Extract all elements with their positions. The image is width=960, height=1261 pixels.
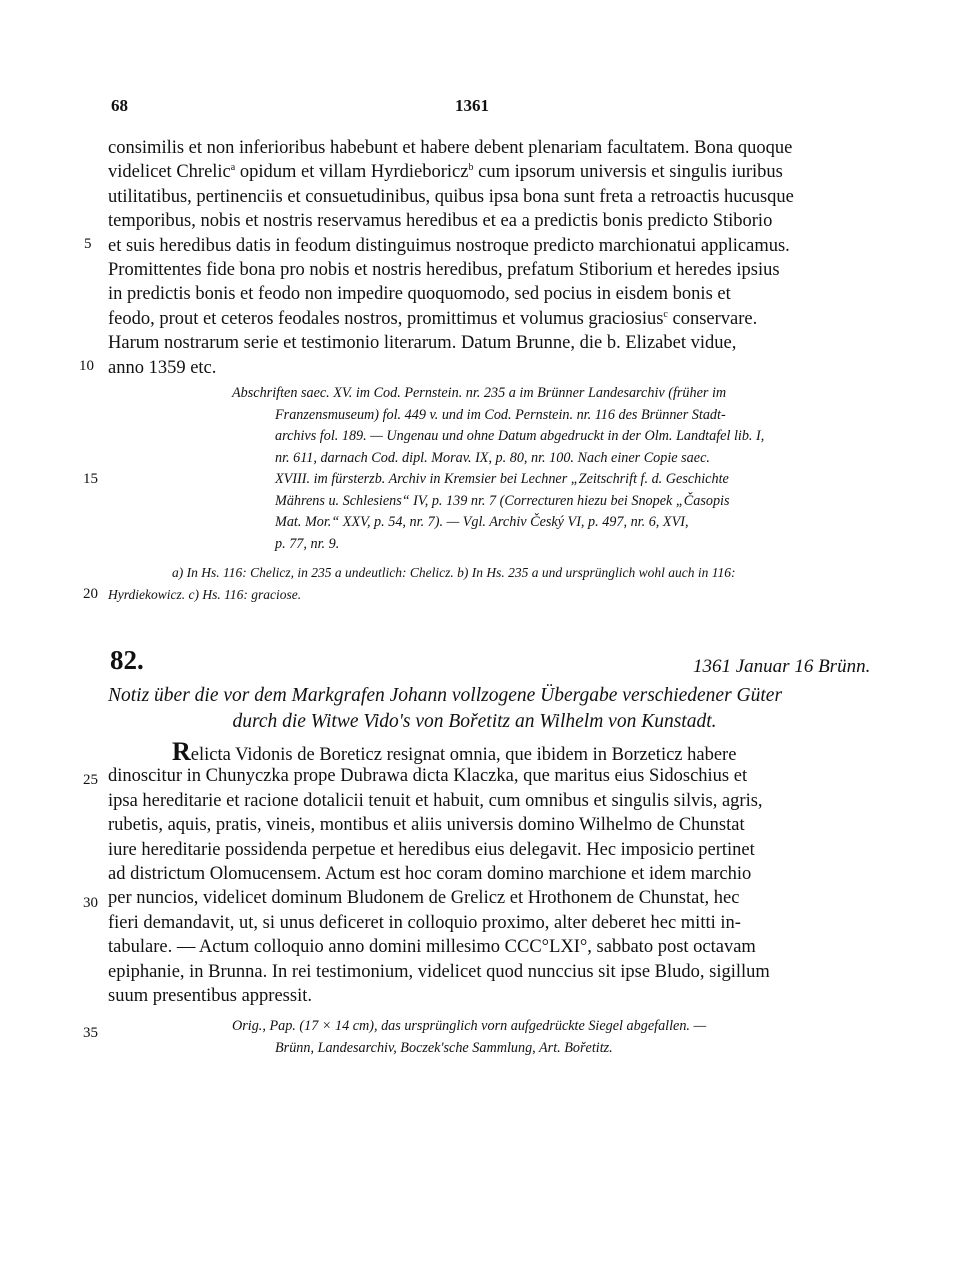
top-text-block (108, 136, 841, 380)
original-note: Orig., Pap. (17 × 14 cm), das ursprünglich vorn aufgedrückte Siegel abgefallen. — Brünn, Landesarchiv, Boczek'sche Sammlung, Art. Bořetitz. (232, 1018, 707, 1056)
line-number-30: 30 (83, 895, 98, 911)
text-line: Relicta Vidonis de Boreticz resignat omnia, que ibidem in Borzeticz habere (172, 737, 737, 766)
text-line: videlicet Chrelic$^a$ opidum et villam Hyrdieboricz$^b$ cum ipsorum universis et singulis iuribus (108, 162, 783, 183)
text-line: utilitatibus, pertinenciis et consuetudinibus, quibus ipsa bona sunt freta a retroactis hucusque (108, 186, 794, 207)
text-line: feodo, prout et ceteros feodales nostros, promittimus et volumus graciosius$^c$ conservare. (108, 308, 758, 329)
text-line: consimilis et non inferioribus habebunt et habere debent plenariam facultatem. Bona quoque (108, 138, 793, 158)
text-line: suum presentibus appressit. (108, 985, 312, 1006)
text-line: et suis heredibus datis in feodum distinguimus nostroque predicto marchionatui applicamus. (108, 235, 790, 256)
line-number-20: 20 (83, 586, 98, 602)
text-line: fieri demandavit, ut, si unus deficeret in colloquio proximo, alter deberet hec mitti in- (108, 912, 741, 933)
document-rubric: Notiz über die vor dem Markgrafen Johann vollzogene Übergabe verschiedener Güter durch die Witwe Vido's von Bořetitz an Wilhelm von Kunstadt. (108, 685, 783, 732)
footnote-line: a) In Hs. 116: Chelicz, in 235 a undeutlich: Chelicz. b) In Hs. 235 a und ursprünglich wohl auch in 116: (172, 565, 736, 580)
line-number-25: 25 (83, 772, 98, 788)
text-line: iure hereditarie possidenda perpetue et heredibus eius delegavit. Hec imposicio pertinet (108, 839, 755, 860)
page-number: 68 (111, 96, 128, 115)
text-line: per nuncios, videlicet dominum Bludonem de Grelicz et Hrothonem de Chunstat, hec (108, 888, 740, 909)
text-line: temporibus, nobis et nostris reservamus heredibus et ea a predictis bonis predicto Stiborio (108, 211, 773, 232)
line-number-5: 5 (84, 236, 92, 252)
text-line: Harum nostrarum serie et testimonio literarum. Datum Brunne, die b. Elizabet vidue, (108, 333, 737, 354)
text-line: anno 1359 etc. (108, 357, 217, 378)
text-line: rubetis, aquis, pratis, vineis, montibus et aliis universis domino Wilhelmo de Chunstat (108, 815, 745, 836)
document-body (108, 737, 841, 1008)
text-line: epiphanie, in Brunna. In rei testimonium, videlicet quod nunccius sit ipse Bludo, sigillum (108, 961, 770, 982)
sources-note: Abschriften saec. XV. im Cod. Pernstein. nr. 235 a im Brünner Landesarchiv (früher im Franzensmuseum) fol. 449 v. und im Cod. Pernstein. nr. 116 des Brünner Stadt- archivs fol. 189. — Ungenau und ohne Datum abgedruckt in der Olm. Landtafel lib. I, nr. 611, darnach Cod. dipl. Morav. IX, p. 80, nr. 100. Nach einer Copie saec. XVIII. im fürsterzb. Archiv in Kremsier bei Lechner „Zeitschrift f. d. Geschichte Mährens u. Schlesiens“ IV, p. 139 nr. 7 (Correcturen hiezu bei Snopek „Časopis Mat. Mor.“ XXV, p. 54, nr. 7). — Vgl. Archiv Český VI, p. 497, nr. 6, XVI, p. 77, nr. 9. (232, 385, 765, 552)
text-line: ipsa hereditarie et racione dotalicii tenuit et habuit, cum omnibus et singulis silvis, agris, (108, 790, 763, 811)
text-line: tabulare. — Actum colloquio anno domini millesimo CCC°LXI°, sabbato post octavam (108, 937, 756, 958)
footnote-line: Hyrdiekowicz. c) Hs. 116: graciose. (108, 587, 302, 602)
running-header-year: 1361 (455, 96, 489, 115)
text-line: Promittentes fide bona pro nobis et nostris heredibus, prefatum Stiborium et heredes ipsius (108, 259, 780, 280)
text-line: dinoscitur in Chunyczka prope Dubrawa dicta Klaczka, que maritus eius Sidoschius et (108, 766, 748, 787)
initial-letter: R (172, 737, 191, 766)
line-number-10: 10 (79, 358, 94, 374)
document-date: 1361 Januar 16 Brünn. (693, 656, 871, 677)
text-line: ad districtum Olomucensem. Actum est hoc coram domino marchione et idem marchio (108, 863, 752, 884)
document-number: 82. (110, 645, 144, 675)
text-line: in predictis bonis et feodo non impedire quoquomodo, sed pocius in eisdem bonis et (108, 284, 731, 305)
line-number-35: 35 (83, 1025, 98, 1041)
line-number-15: 15 (83, 471, 98, 487)
